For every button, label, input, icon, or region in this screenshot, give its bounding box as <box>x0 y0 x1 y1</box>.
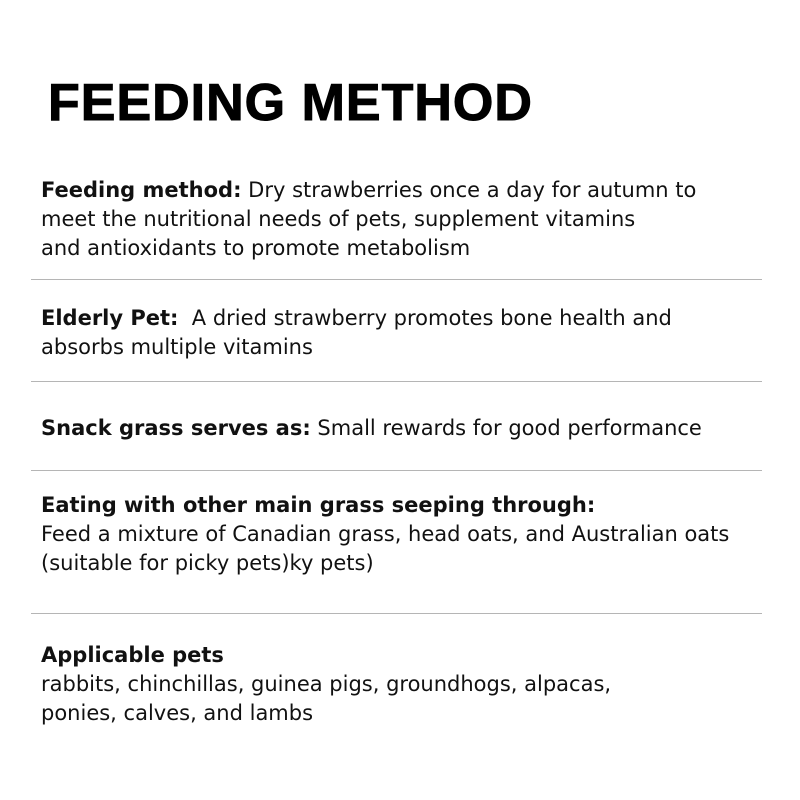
snack-grass-section <box>41 414 791 443</box>
feeding-method-text-3: and antioxidants to promote metabolism <box>41 236 471 260</box>
eating-with-text-1: Feed a mixture of Canadian grass, head oats, and Australian oats <box>41 522 730 546</box>
section-divider <box>31 613 762 614</box>
snack-grass-text-1: Small rewards for good performance <box>310 416 702 440</box>
snack-grass-line-1 <box>41 414 791 443</box>
feeding-method-text-1: Dry strawberries once a day for autumn to <box>241 178 697 202</box>
section-divider <box>31 279 762 280</box>
feeding-method-line-1 <box>41 176 791 205</box>
feeding-method-text-2: meet the nutritional needs of pets, supplement vitamins <box>41 207 636 231</box>
elderly-pet-text-2: absorbs multiple vitamins <box>41 335 313 359</box>
section-divider <box>31 470 762 471</box>
section-divider <box>31 381 762 382</box>
elderly-pet-text-1: A dried strawberry promotes bone health and <box>178 306 672 330</box>
snack-grass-label: Snack grass serves as: <box>41 416 311 440</box>
eating-with-label: Eating with other main grass seeping through: <box>41 493 596 517</box>
eating-with-text-2: (suitable for picky pets)ky pets) <box>41 551 374 575</box>
elderly-pet-label: Elderly Pet: <box>41 306 179 330</box>
applicable-pets-text-1: rabbits, chinchillas, guinea pigs, groundhogs, alpacas, <box>41 672 612 696</box>
page-title: FEEDING METHOD <box>48 74 533 132</box>
feeding-method-section <box>41 176 791 263</box>
feeding-method-label: Feeding method: <box>41 178 242 202</box>
elderly-pet-line-1 <box>41 304 791 333</box>
applicable-pets-section <box>41 641 791 728</box>
elderly-pet-section <box>41 304 791 362</box>
eating-with-section <box>41 491 791 578</box>
applicable-pets-text-2: ponies, calves, and lambs <box>41 701 314 725</box>
applicable-pets-label: Applicable pets <box>41 643 224 667</box>
